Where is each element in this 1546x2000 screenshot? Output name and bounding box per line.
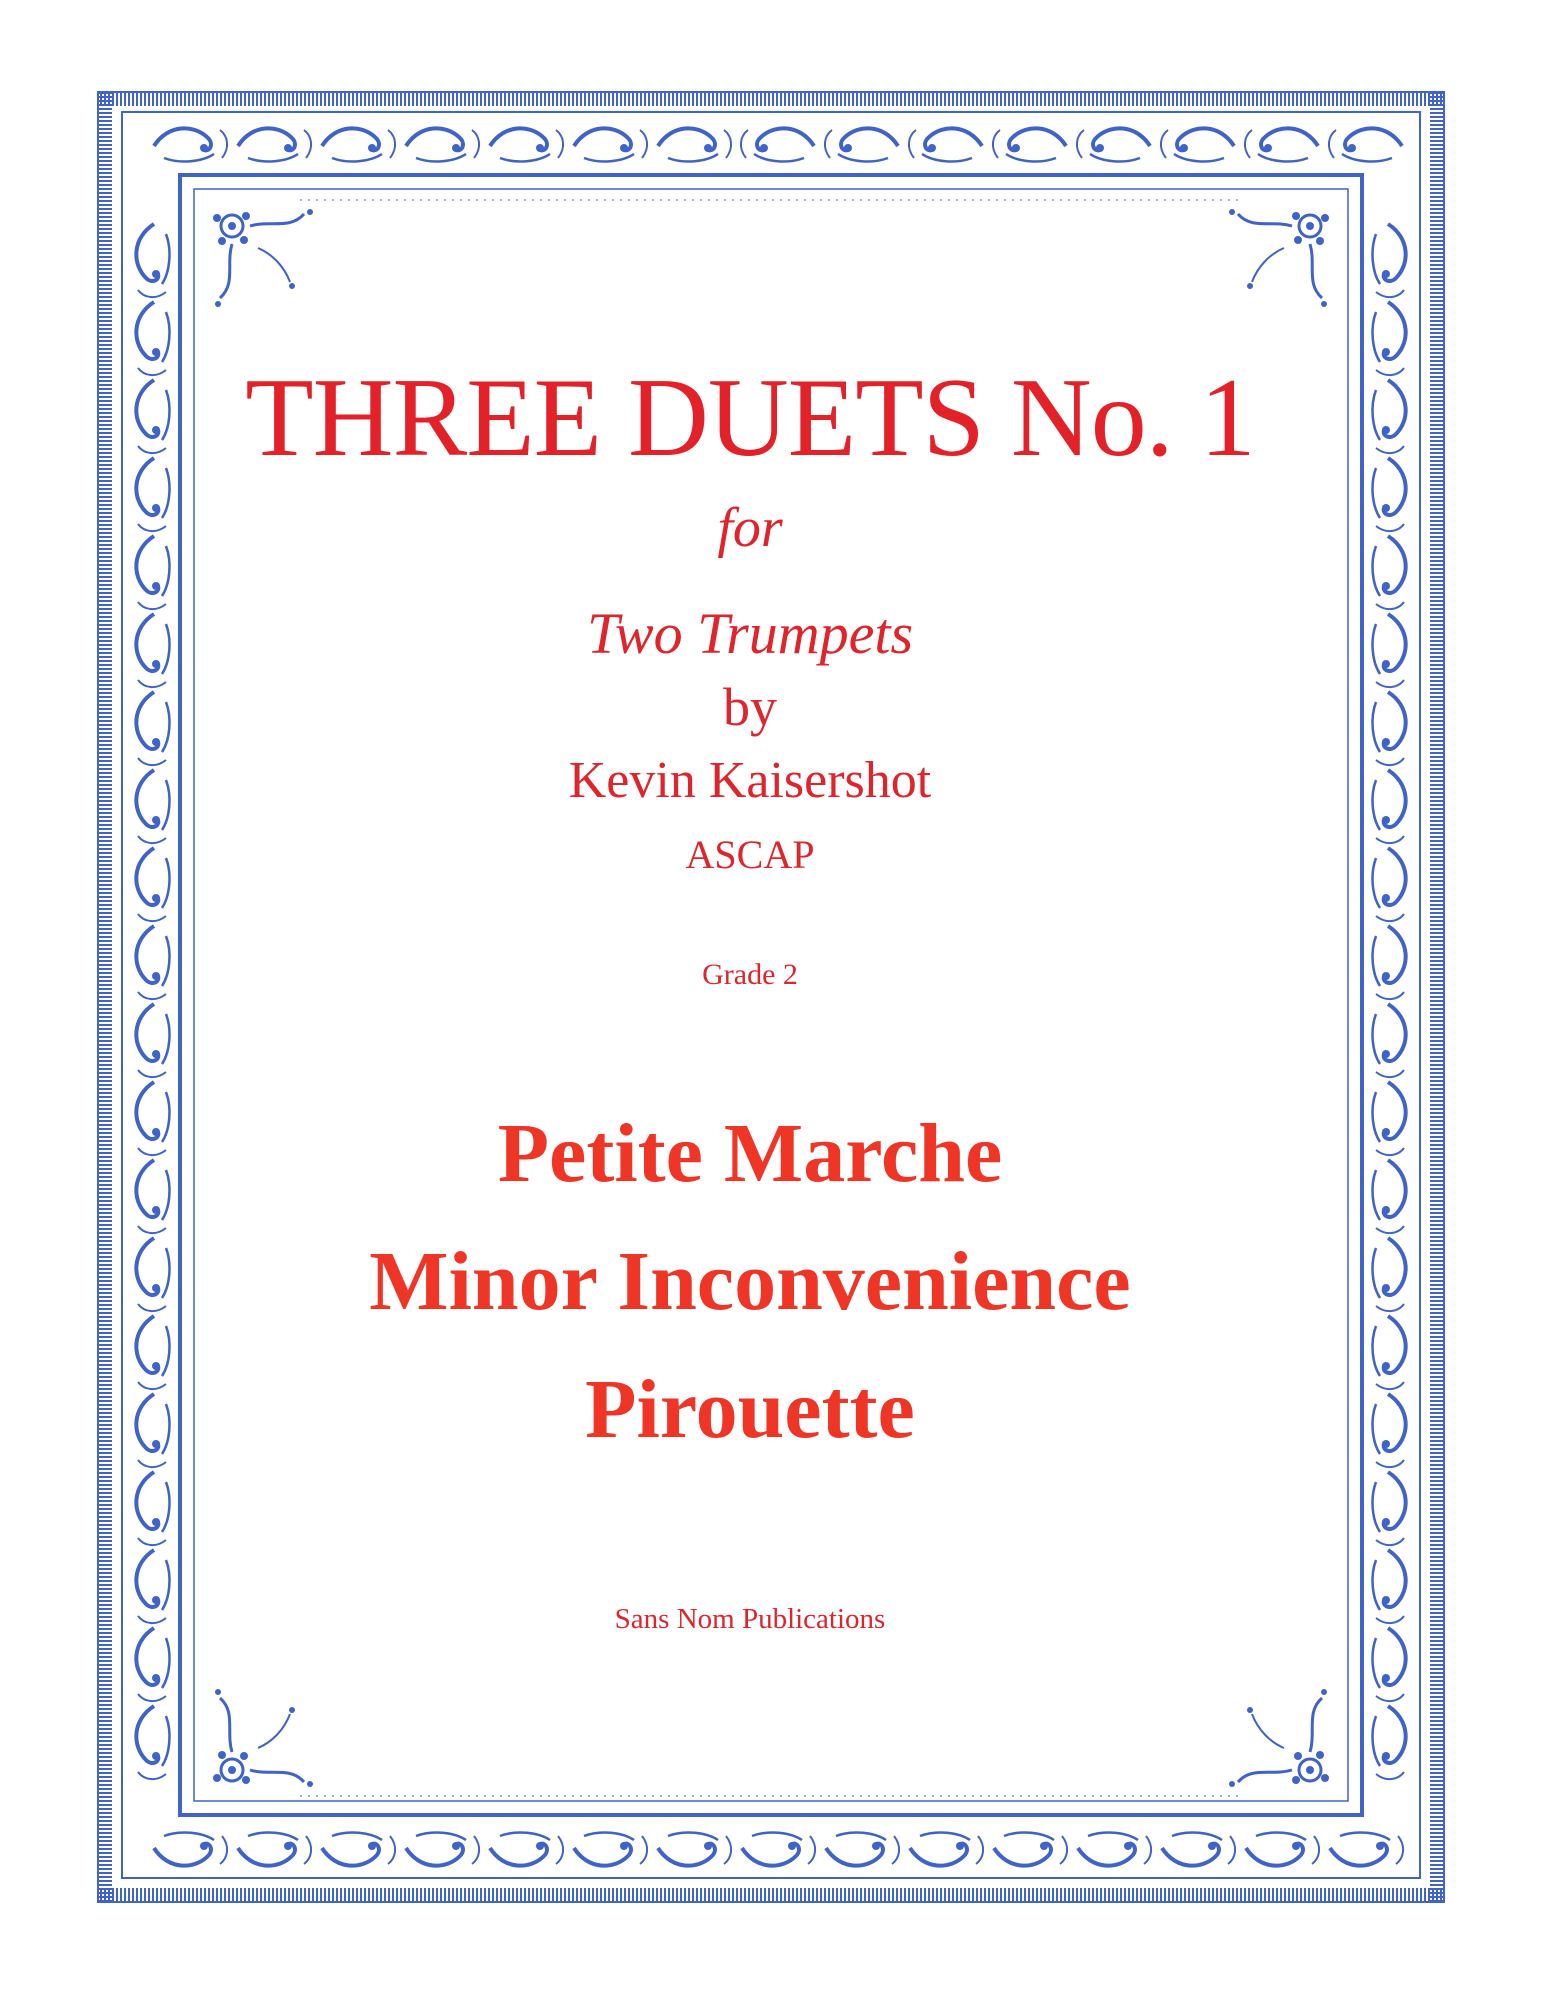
affiliation: ASCAP <box>685 832 815 877</box>
composer-name: Kevin Kaisershot <box>568 752 932 809</box>
grade-level: Grade 2 <box>702 958 798 991</box>
for-text: for <box>717 497 783 559</box>
publisher-name: Sans Nom Publications <box>614 1603 886 1635</box>
instrumentation: Two Trumpets <box>586 601 914 666</box>
piece-title-1: Petite Marche <box>497 1107 1003 1200</box>
page-title: THREE DUETS No. 1 <box>245 356 1255 480</box>
piece-title-2: Minor Inconvenience <box>369 1235 1131 1328</box>
by-text: by <box>723 677 777 737</box>
piece-title-3: Pirouette <box>585 1363 915 1456</box>
